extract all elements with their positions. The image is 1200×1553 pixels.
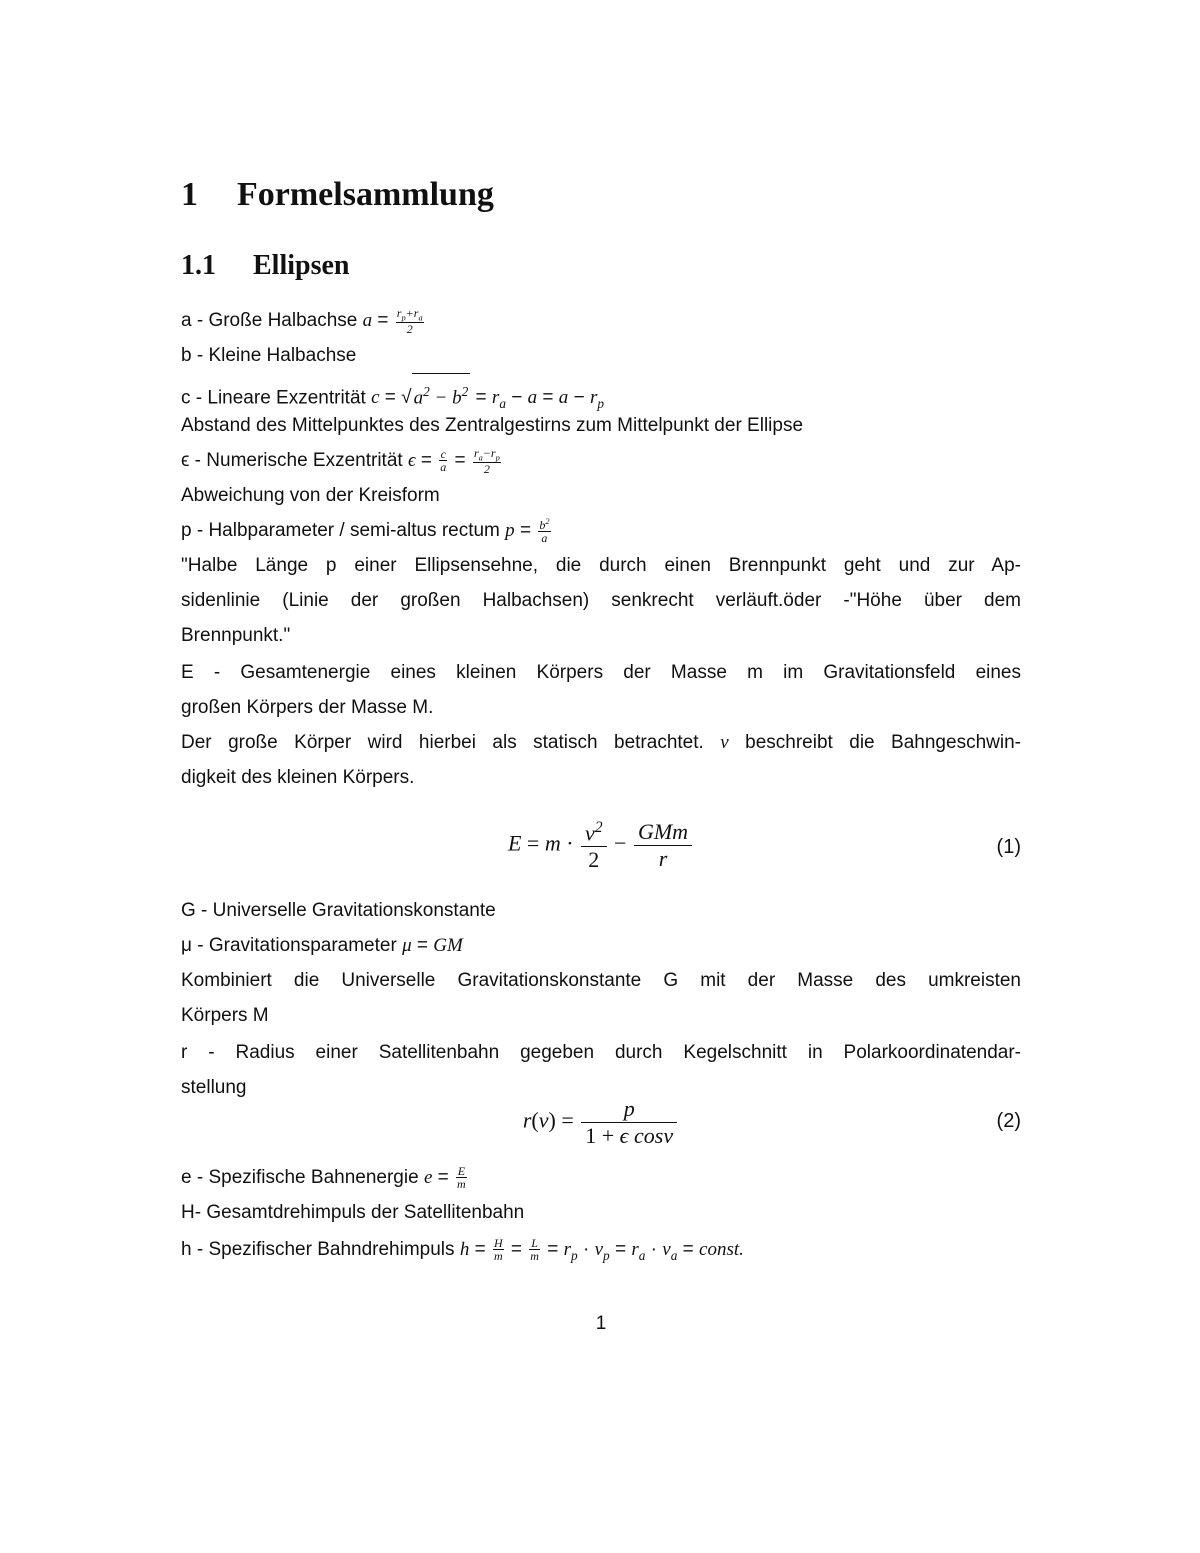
line-mu-desc-2: Körpers M xyxy=(181,1005,269,1026)
equation-1 xyxy=(181,818,1021,878)
line-E-desc-3: Der große Körper wird hierbei als statisch betrachtet. v beschreibt die Bahngeschwin- xyxy=(181,732,1021,753)
line-E-desc-1: E - Gesamtenergie eines kleinen Körpers der Masse m im Gravitationsfeld eines xyxy=(181,662,1021,683)
text-h: h - Spezifischer Bahndrehimpuls xyxy=(181,1239,455,1260)
line-a xyxy=(181,303,1021,338)
subsection-number: 1.1 xyxy=(181,250,216,281)
line-H: H- Gesamtdrehimpuls der Satellitenbahn xyxy=(181,1202,525,1223)
text-eps: ϵ - Numerische Exzentrität xyxy=(181,450,403,471)
formula-eps: ϵ = $\frac{c}{a}$ = $\frac{r_a-r_p}{2}$ xyxy=(407,445,500,477)
line-e xyxy=(181,1160,1021,1195)
text-c: c - Lineare Exzentrität xyxy=(181,387,366,409)
subsection-heading xyxy=(181,250,349,282)
text-mu: μ - Gravitationsparameter xyxy=(181,935,397,956)
formula-c: c = √ $a^2 - b^2 = r_a - a = a - r_p$ xyxy=(371,387,604,408)
subsection-title: Ellipsen xyxy=(253,250,350,281)
text-a: a - Große Halbachse xyxy=(181,310,358,331)
equation-1-body: E = m · $\frac{v^2}{2}$ − $\frac{\text{GMm}}{r}$ xyxy=(181,818,1021,873)
line-h xyxy=(181,1232,1021,1267)
line-p-desc-2: sidenlinie (Linie der großen Halbachsen) senkrecht verläuft.öder -"Höhe über dem xyxy=(181,590,1021,611)
text-E-desc-3a: Der große Körper wird hierbei als statisch betrachtet. xyxy=(181,732,704,753)
line-eps-desc: Abweichung von der Kreisform xyxy=(181,485,440,506)
section-heading xyxy=(181,176,494,214)
formula-a: a = $\frac{r_p+r_a}{2}$ xyxy=(362,305,423,337)
formula-e: e = $\frac{E}{m}$ xyxy=(423,1164,466,1192)
formula-mu: μ = GM xyxy=(402,935,463,956)
line-c-desc: Abstand des Mittelpunktes des Zentralgestirns zum Mittelpunkt der Ellipse xyxy=(181,415,804,436)
line-E-desc-2: großen Körpers der Masse M. xyxy=(181,697,434,718)
line-p xyxy=(181,513,1021,548)
section-number: 1 xyxy=(181,176,198,213)
formula-p: p = $\frac{b^2}{a}$ xyxy=(505,516,550,545)
equation-2 xyxy=(181,1096,1021,1156)
line-r-desc-2: stellung xyxy=(181,1077,247,1098)
text-E-desc-3b: beschreibt die Bahngeschwin- xyxy=(745,732,1021,753)
line-E-desc-4: digkeit des kleinen Körpers. xyxy=(181,767,415,788)
text-e: e - Spezifische Bahnenergie xyxy=(181,1167,419,1188)
page-number: 1 xyxy=(595,1313,607,1334)
line-G: G - Universelle Gravitationskonstante xyxy=(181,900,496,921)
line-p-desc-3: Brennpunkt." xyxy=(181,625,291,646)
equation-2-body: r(ν) = $\frac{p}{\text{1 + ϵ cosν}}$ xyxy=(181,1096,1021,1149)
line-mu xyxy=(181,928,1021,963)
equation-2-number: (2) xyxy=(996,1110,1021,1132)
formula-h: h = $\frac{H}{m}$ = $\frac{L}{m}$ = $r_p \cdot v_p = r_a \cdot v_a$ = const. xyxy=(459,1236,744,1264)
line-c xyxy=(181,373,1021,412)
line-b: b - Kleine Halbachse xyxy=(181,345,357,366)
line-eps xyxy=(181,443,1021,478)
line-r-desc-1: r - Radius einer Satellitenbahn gegeben durch Kegelschnitt in Polarkoordinatendar- xyxy=(181,1042,1021,1063)
text-p: p - Halbparameter / semi-altus rectum xyxy=(181,520,500,541)
line-mu-desc-1: Kombiniert die Universelle Gravitationskonstante G mit der Masse des umkreisten xyxy=(181,970,1021,991)
line-p-desc-1: "Halbe Länge p einer Ellipsensehne, die durch einen Brennpunkt geht und zur Ap- xyxy=(181,555,1021,576)
section-title: Formelsammlung xyxy=(237,176,494,213)
equation-1-number: (1) xyxy=(996,836,1021,858)
